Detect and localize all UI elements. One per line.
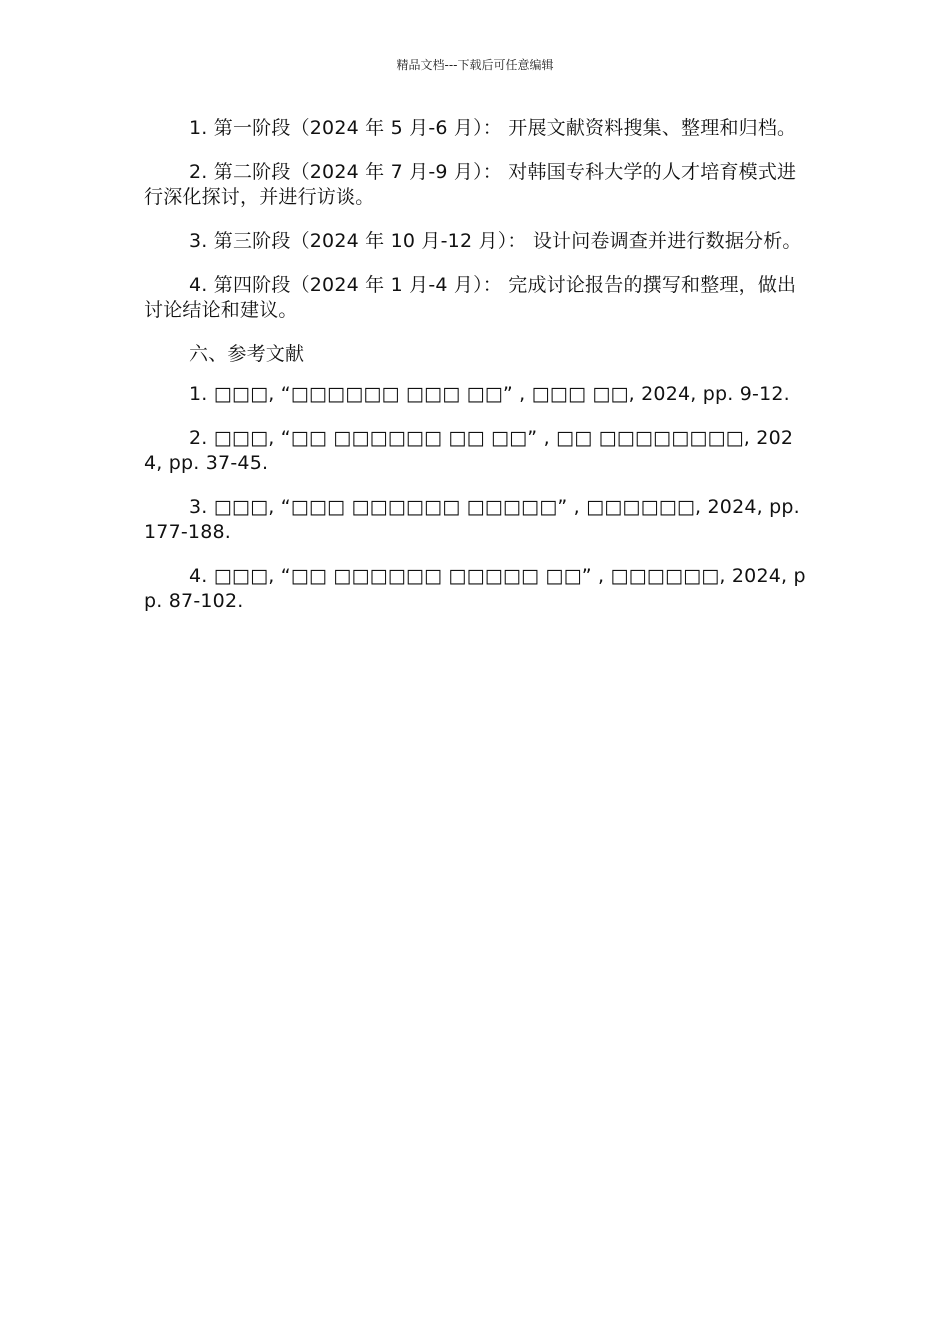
page-header: 精品文档---下载后可任意编辑 [396,58,554,72]
schedule-phase-4: 4. 第四阶段（2024 年 1 月-4 月）： 完成讨论报告的撰写和整理，做出讨论结论和建议。 [144,274,797,321]
schedule-phase-2: 2. 第二阶段（2024 年 7 月-9 月）： 对韩国专科大学的人才培育模式进行深化探讨，并进行访谈。 [144,161,797,208]
reference-item-1: 1. □□□, “□□□□□□ □□□ □□” , □□□ □□, 2024, pp. 9-12. [189,383,790,405]
reference-item-3: 3. □□□, “□□□ □□□□□□ □□□□□” , □□□□□□, 2024, pp. 177-188. [144,496,800,543]
reference-item-4: 4. □□□, “□□ □□□□□□ □□□□□ □□” , □□□□□□, 2024, pp. 87-102. [144,565,806,612]
schedule-phase-3: 3. 第三阶段（2024 年 10 月-12 月）： 设计问卷调查并进行数据分析。 [189,230,802,252]
schedule-phase-1: 1. 第一阶段（2024 年 5 月-6 月）： 开展文献资料搜集、整理和归档。 [189,117,797,139]
references-heading: 六、参考文献 [189,343,305,365]
document-body [144,116,806,633]
reference-item-2: 2. □□□, “□□ □□□□□□ □□ □□” , □□ □□□□□□□□, 2024, pp. 37-45. [144,427,794,474]
